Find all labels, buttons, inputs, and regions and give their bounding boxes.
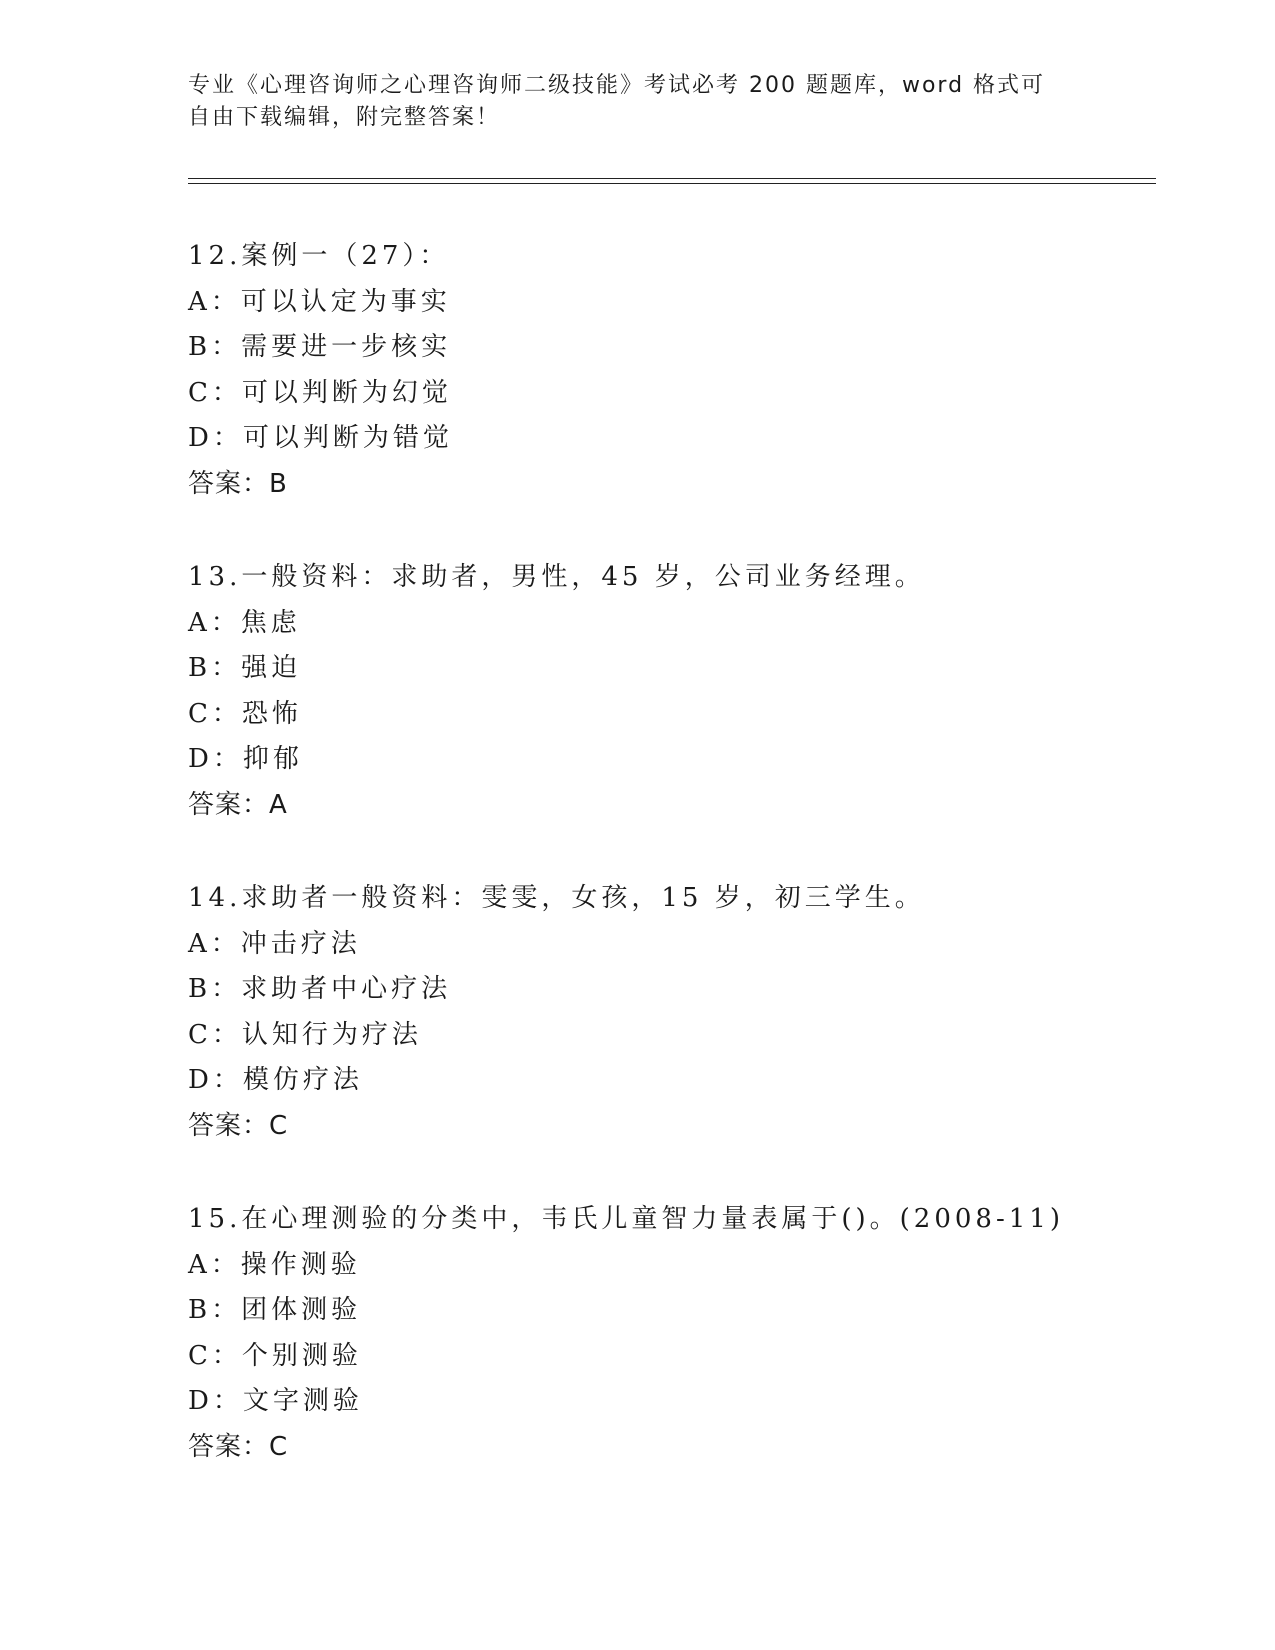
option-b: B：团体测验 bbox=[188, 1295, 362, 1326]
option-a: A：可以认定为事实 bbox=[188, 286, 451, 317]
option-b: B：求助者中心疗法 bbox=[188, 974, 452, 1005]
answer-line: 答案：B bbox=[188, 468, 288, 499]
option-c: C：认知行为疗法 bbox=[188, 1019, 422, 1050]
option-a: A：操作测验 bbox=[188, 1249, 361, 1280]
question-14 bbox=[188, 876, 1148, 1150]
option-b: B：需要进一步核实 bbox=[188, 332, 452, 363]
option-c: C：个别测验 bbox=[188, 1340, 362, 1371]
answer-line: 答案：A bbox=[188, 789, 288, 820]
question-stem: 14.求助者一般资料：雯雯，女孩，15 岁，初三学生。 bbox=[188, 883, 925, 913]
answer-line: 答案：C bbox=[188, 1110, 289, 1141]
header-divider-top bbox=[188, 178, 1156, 179]
document-header bbox=[188, 70, 1058, 134]
option-a: A：焦虑 bbox=[188, 607, 301, 638]
option-c: C：恐怖 bbox=[188, 698, 302, 729]
answer-line: 答案：C bbox=[188, 1431, 289, 1462]
option-b: B：强迫 bbox=[188, 653, 302, 684]
question-13 bbox=[188, 555, 1148, 829]
option-c: C：可以判断为幻觉 bbox=[188, 377, 452, 408]
option-a: A：冲击疗法 bbox=[188, 928, 361, 959]
question-stem: 15.在心理测验的分类中，韦氏儿童智力量表属于()。(2008-11) bbox=[188, 1204, 1064, 1234]
question-12 bbox=[188, 234, 1148, 508]
question-stem: 13.一般资料：求助者，男性，45 岁，公司业务经理。 bbox=[188, 562, 925, 592]
question-stem: 12.案例一（27）： bbox=[188, 241, 450, 271]
option-d: D：模仿疗法 bbox=[188, 1065, 363, 1096]
option-d: D：可以判断为错觉 bbox=[188, 423, 453, 454]
option-d: D：文字测验 bbox=[188, 1386, 363, 1417]
header-divider-bottom bbox=[188, 183, 1156, 184]
header-text: 专业《心理咨询师之心理咨询师二级技能》考试必考 200 题题库，word 格式可自由下载编辑，附完整答案！ bbox=[188, 73, 1046, 130]
question-15 bbox=[188, 1197, 1148, 1471]
option-d: D：抑郁 bbox=[188, 744, 303, 775]
